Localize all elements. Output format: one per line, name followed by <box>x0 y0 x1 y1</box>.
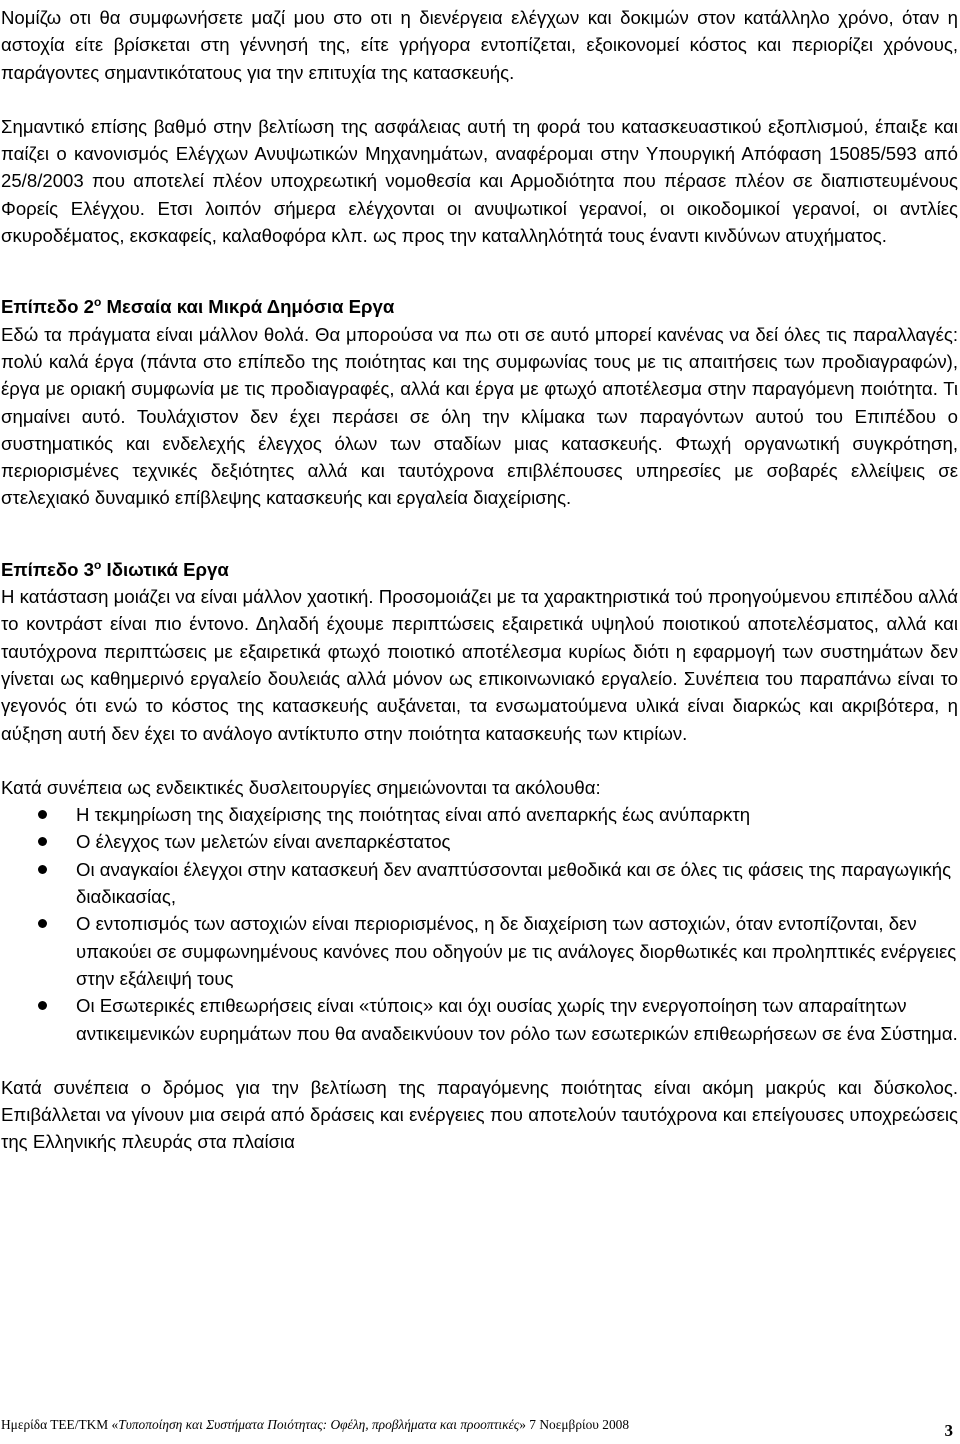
list-item <box>0 801 960 828</box>
list-item <box>0 910 960 992</box>
bullet-icon <box>38 810 47 819</box>
list-item-text: Ο έλεγχος των μελετών είναι ανεπαρκέστατος <box>76 831 451 853</box>
dysfunctions-list <box>0 801 960 1047</box>
list-item <box>0 856 960 911</box>
list-item-text: Η τεκμηρίωση της διαχείρισης της ποιότητας είναι από ανεπαρκής έως ανύπαρκτη <box>76 804 751 826</box>
heading-level-3-prefix: Επίπεδο 3 <box>1 558 95 580</box>
paragraph-conclusion: Κατά συνέπεια ο δρόμος για την βελτίωση της παραγόμενης ποιότητας είναι ακόμη μακρύς και δύσκολος. Επιβάλλεται να γίνουν μια σειρά από δράσεις και ενέργειες που αποτελούν ταυτόχρονα και επείγουσες υποχρεώσεις της Ελληνικής πλευράς στα πλαίσια <box>1 1076 958 1153</box>
paragraph-level-2: Εδώ τα πράγματα είναι μάλλον θολά. Θα μπορούσα να πω οτι σε αυτό μπορεί κανένας να δεί όλες τις παραλλαγές: πολύ καλά έργα (πάντα στο επίπεδο της ποιότητας και της συμφωνίας τους με τις απαιτήσεις των προδιαγραφών), έργα με οριακή συμφωνία με τις προδιαγραφές, αλλά και έργα με φτωχό αποτέλεσμα στην παραγόμενη ποιότητα. Τι σημαίνει αυτό. Τουλάχιστον δεν έχει περάσει σε όλη την κλίμακα των παραγόντων αυτού του Επιπέδου ο συστηματικός και ενδελεχής έλεγχος όλων των σταδίων μιας κατασκευής. Φτωχή οργανωτική συγκρότηση, περιορισμένες τεχνικές δεξιότητες αλλά και ταυτόχρονα επιβλέπουσες υπηρεσίες με σοβαρές ελλείψεις σε στελεχιακό δυναμικό επίβλεψης κατασκευής και εργαλεία διαχείρισης. <box>1 323 958 509</box>
heading-level-3-title: Ιδιωτικά Εργα <box>106 558 229 580</box>
heading-level-2 <box>0 293 960 320</box>
page-footer <box>1 1416 957 1444</box>
paragraph-level-3: Η κατάσταση μοιάζει να είναι μάλλον χαοτική. Προσομοιάζει με τα χαρακτηριστικά τού προηγούμενου επιπέδου αλλά το κοντράστ είναι πιο έντονο. Δηλαδή έχουμε περιπτώσεις εξαιρετικά υψηλού ποιοτικού αποτελέσματος, αλλά και ταυτόχρονα περιπτώσεις με εξαιρετικά φτωχό ποιοτικό αποτέλεσμα κυρίως διότι η εφαρμογή των συστημάτων δεν γίνεται ως καθημερινό εργαλείο δουλειάς αλλά μόνον ως επικοινωνιακό εργαλείο. Συνέπεια του παραπάνω είναι το γεγονός ότι ενώ το κόστος της κατασκευής αυξάνεται, τα ενσωματούμενα υλικά είναι διαρκώς και ακριβότερα, η αύξηση αυτή δεν έχει το ανάλογο αντίκτυπο στην ποιότητα κατασκευής των κτιρίων. <box>1 586 958 744</box>
list-item <box>0 828 960 855</box>
list-item-text: Ο εντοπισμός των αστοχιών είναι περιορισμένος, η δε διαχείριση των αστοχιών, όταν εντοπίζονται, δεν υπακούει σε συμφωνημένους κανόνες που οδηγούν με τις ανάλογες διορθωτικές και προληπτικές ενέργειες στην εξάλειψή τους <box>76 913 957 989</box>
bullet-icon <box>38 919 47 928</box>
bullet-icon <box>38 865 47 874</box>
list-item-text: Οι αναγκαίοι έλεγχοι στην κατασκευή δεν αναπτύσσονται μεθοδικά και σε όλες τις φάσεις της παραγωγικής διαδικασίας, <box>76 858 952 908</box>
list-item <box>0 992 960 1047</box>
footer-prefix: Ημερίδα ΤΕΕ/ΤΚΜ « <box>1 1417 119 1432</box>
bullet-icon <box>38 837 47 846</box>
list-item-text: Οι Εσωτερικές επιθεωρήσεις είναι «τύποις» και όχι ουσίας χωρίς την ενεργοποίηση των απαραίτητων αντικειμενικών ευρημάτων που θα αναδεικνύουν τον ρόλο των εσωτερικών επιθεωρήσεων σε ένα Σύστημα. <box>76 995 958 1044</box>
page-number: 3 <box>944 1421 953 1440</box>
heading-level-2-prefix: Επίπεδο 2 <box>1 296 95 318</box>
paragraph-intro: Νομίζω οτι θα συμφωνήσετε μαζί μου στο οτι η διενέργεια ελέγχων και δοκιμών στον κατάλληλο χρόνο, όταν η αστοχία είτε βρίσκεται στη γέννησή της, είτε γρήγορα εντοπίζεται, εξοικονομεί κόστος και περιορίζει χρόνους, παράγοντες σημαντικότατους για την επιτυχία της κατασκευής. <box>1 7 958 83</box>
paragraph-dysfunctions-intro: Κατά συνέπεια ως ενδεικτικές δυσλειτουργίες σημειώνονται τα ακόλουθα: <box>1 776 601 798</box>
paragraph-lifting-equipment: Σημαντικό επίσης βαθμό στην βελτίωση της ασφάλειας αυτή τη φορά του κατασκευαστικού εξοπλισμού, έπαιξε και παίζει ο κανονισμός Ελέγχων Ανυψωτικών Μηχανημάτων, αναφέρομαι στην Υπουργική Απόφαση 15085/593 από 25/8/2003 που αποτελεί πλέον υποχρεωτική νομοθεσία και Αρμοδιότητα που πέρασε πλέον σε διαπιστευμένους Φορείς Ελέγχου. Ετσι λοιπόν σήμερα ελέγχονται οι ανυψωτικοί γερανοί, οι οικοδομικοί γερανοί, οι αντλίες σκυροδέματος, εκσκαφείς, καλαθοφόρα κλπ. ως προς την καταλληλότητά τους έναντι κινδύνων ατυχήματος. <box>1 115 958 247</box>
heading-level-3-sup: ο <box>94 557 102 572</box>
footer-suffix: » 7 Νοεμβρίου 2008 <box>519 1417 630 1432</box>
heading-level-3 <box>0 556 960 583</box>
heading-level-2-title: Μεσαία και Μικρά Δημόσια Εργα <box>106 296 395 318</box>
bullet-icon <box>38 1001 47 1010</box>
heading-level-2-sup: ο <box>94 295 102 310</box>
footer-event-title: Τυποποίηση και Συστήματα Ποιότητας: Οφέλη, προβλήματα και προοπτικές <box>118 1417 520 1432</box>
